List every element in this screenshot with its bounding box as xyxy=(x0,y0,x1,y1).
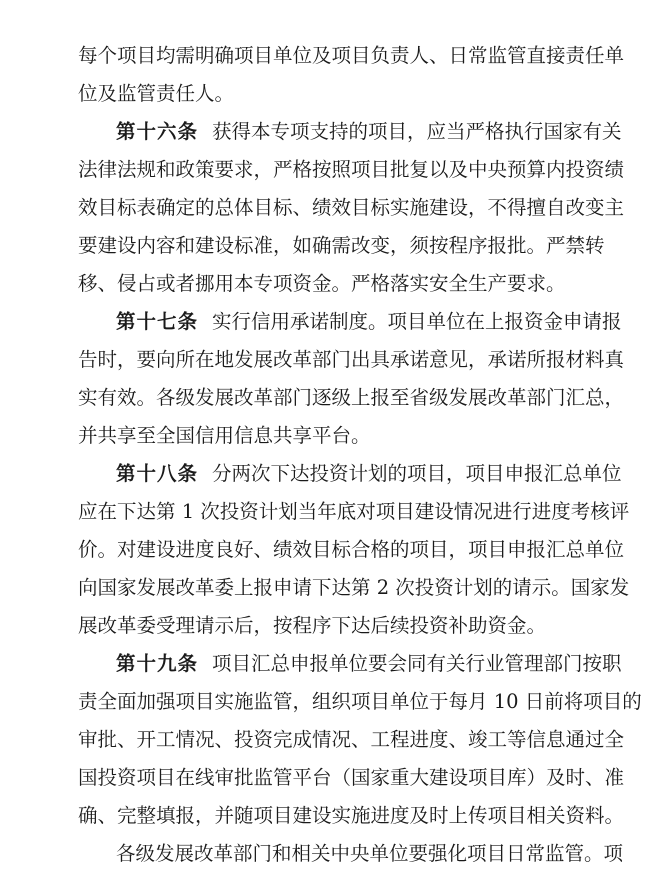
line-text: 并共享至全国信用信息共享平台。 xyxy=(78,424,371,447)
text-line xyxy=(78,798,625,834)
article-number: 第十八条 xyxy=(116,462,199,485)
line-text: 审批、开工情况、投资完成情况、工程进度、竣工等信息通过全 xyxy=(78,728,625,751)
text-line xyxy=(78,342,625,378)
line-text: 责全面加强项目实施监管，组织项目单位于每月 10 日前将项目的 xyxy=(78,690,642,713)
text-line xyxy=(78,38,625,74)
line-text: 向国家发展改革委上报申请下达第 2 次投资计划的请示。国家发 xyxy=(78,576,630,599)
text-line xyxy=(78,266,598,302)
text-line xyxy=(78,722,625,758)
article-number: 第十六条 xyxy=(116,120,199,143)
article-number: 第十七条 xyxy=(116,310,199,333)
line-text: 移、侵占或者挪用本专项资金。严格落实安全生产要求。 xyxy=(78,272,566,295)
line-text: 获得本专项支持的项目，应当严格执行国家有关 xyxy=(212,120,622,143)
text-line xyxy=(78,228,605,264)
line-text: 分两次下达投资计划的项目，项目申报汇总单位 xyxy=(212,462,622,485)
line-text: 确、完整填报，并随项目建设实施进度及时上传项目相关资料。 xyxy=(78,804,625,827)
line-text: 展改革委受理请示后，按程序下达后续投资补助资金。 xyxy=(78,614,547,637)
line-text: 价。对建设进度良好、绩效目标合格的项目，项目申报汇总单位 xyxy=(78,538,625,561)
text-line xyxy=(78,190,625,226)
text-line xyxy=(78,608,598,644)
text-line xyxy=(78,380,625,416)
article-17-heading-line xyxy=(116,304,622,340)
line-text: 效目标表确定的总体目标、绩效目标实施建设，不得擅自改变主 xyxy=(78,196,625,219)
line-text: 应在下达第 1 次投资计划当年底对项目建设情况进行进度考核评 xyxy=(78,500,630,523)
article-16-heading-line xyxy=(116,114,622,150)
text-line xyxy=(78,152,625,188)
line-text: 告时，要向所在地发展改革部门出具承诺意见，承诺所报材料真 xyxy=(78,348,625,371)
line-text: 项目汇总申报单位要会同有关行业管理部门按职 xyxy=(212,652,622,675)
text-line xyxy=(78,76,598,112)
line-text: 每个项目均需明确项目单位及项目负责人、日常监管直接责任单 xyxy=(78,44,625,67)
text-line xyxy=(78,570,630,606)
line-text: 法律法规和政策要求，严格按照项目批复以及中央预算内投资绩 xyxy=(78,158,625,181)
text-line xyxy=(78,760,625,796)
text-line xyxy=(78,494,630,530)
article-number: 第十九条 xyxy=(116,652,199,675)
line-text: 要建设内容和建设标准，如确需改变，须按程序报批。严禁转 xyxy=(78,234,605,257)
text-line xyxy=(78,418,598,454)
text-line xyxy=(78,532,625,568)
line-text: 位及监管责任人。 xyxy=(78,82,235,105)
article-19-heading-line xyxy=(116,646,622,682)
line-text: 国投资项目在线审批监管平台（国家重大建设项目库）及时、准 xyxy=(78,766,625,789)
article-18-heading-line xyxy=(116,456,622,492)
line-text: 实有效。各级发展改革部门逐级上报至省级发展改革部门汇总， xyxy=(78,386,625,409)
line-text: 各级发展改革部门和相关中央单位要强化项目日常监管。项 xyxy=(116,842,624,865)
text-line xyxy=(78,684,642,720)
line-text: 实行信用承诺制度。项目单位在上报资金申请报 xyxy=(212,310,622,333)
